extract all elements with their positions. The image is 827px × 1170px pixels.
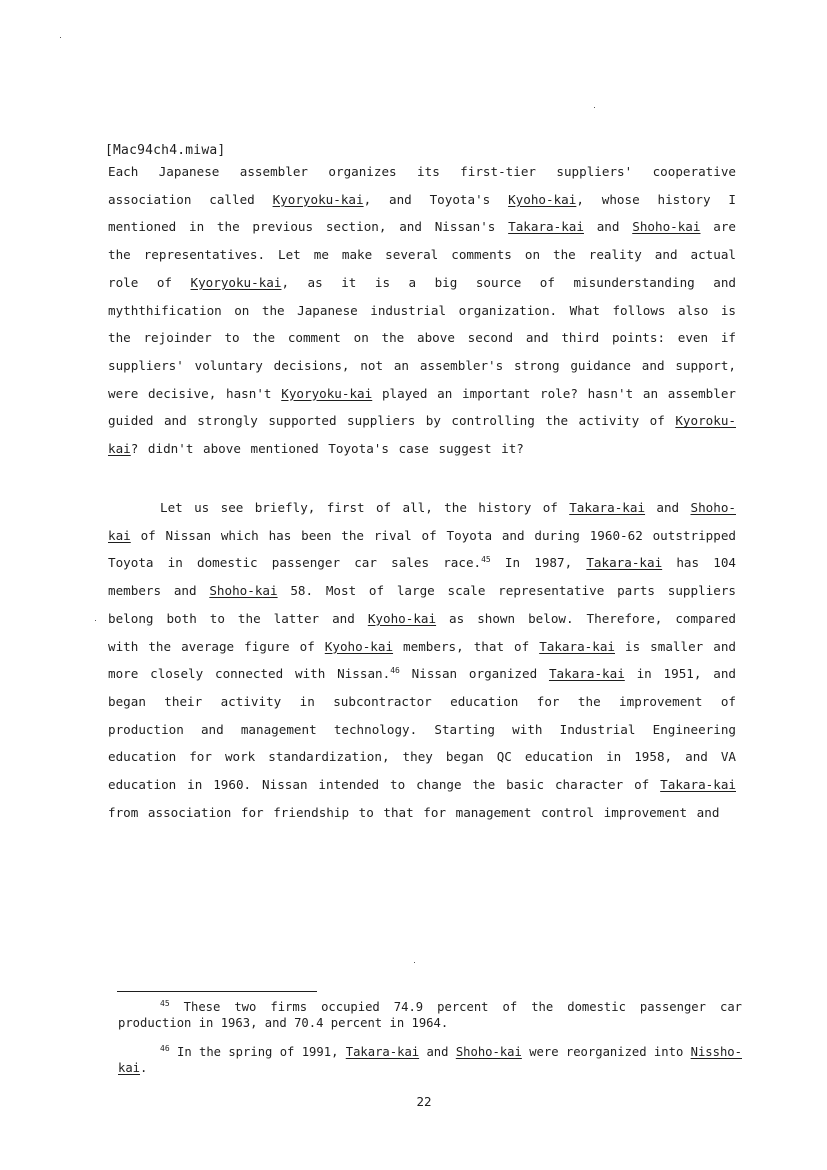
footnote-text: In the spring of 1991,: [169, 1045, 346, 1059]
underlined-term: Kyoroku-kai: [108, 413, 736, 457]
footnote: [118, 1044, 742, 1076]
text-run: of Nissan which has been the rival of Toyota and during 1960-62 outstripped Toyota in domestic passenger car sales race.: [108, 527, 736, 571]
text-run: played an important role? hasn't an assembler guided and strongly supported suppliers by controlling the activity of: [108, 385, 736, 429]
text-run: members, that of: [393, 638, 540, 654]
underlined-term: Takara-kai: [569, 500, 646, 515]
underlined-term: Shoho-kai: [209, 583, 278, 599]
text-run: in 1951, and began their activity in subcontractor education for the improvement of production and management technology. Starting with Industrial Engineering education for work standardization, they began QC education in 1958, and VA education in 1960. Nissan intended to change the basic character of: [108, 666, 736, 793]
scan-speck: [95, 620, 96, 621]
underlined-term: Shoho-kai: [632, 219, 701, 235]
footnote-text: and: [419, 1045, 456, 1059]
text-run: Nissan organized: [399, 666, 549, 682]
underlined-term: Shoho-kai: [455, 1045, 522, 1059]
footnote-separator: [117, 991, 317, 992]
underlined-term: Takara-kai: [660, 777, 736, 793]
underlined-term: Takara-kai: [345, 1045, 420, 1059]
underlined-term: Kyoryoku-kai: [272, 191, 364, 207]
text-run: from association for friendship to that for management control improvement and: [108, 804, 720, 820]
footnote-marker: 45: [160, 999, 170, 1008]
file-tag: [Mac94ch4.miwa]: [105, 143, 226, 158]
text-run: , and Toyota's: [363, 191, 509, 207]
underlined-term: Takara-kai: [548, 666, 625, 682]
footnote-reference: 45: [481, 555, 491, 565]
body-paragraph: [108, 158, 736, 463]
footnote: [118, 999, 742, 1031]
underlined-term: Takara-kai: [508, 219, 584, 235]
text-run: , whose history I mentioned in the previous section, and Nissan's: [108, 191, 736, 235]
underlined-term: Kyoho-kai: [508, 191, 577, 207]
underlined-term: Kyoho-kai: [324, 638, 394, 654]
text-run: has 104 members and: [108, 555, 736, 599]
footnote-text: were reorganized into: [521, 1045, 691, 1059]
underlined-term: Takara-kai: [586, 555, 663, 571]
footnote-text: .: [140, 1061, 148, 1075]
underlined-term: Kyoryoku-kai: [281, 385, 373, 401]
footnote-marker: 46: [160, 1044, 170, 1053]
text-run: ? didn't above mentioned Toyota's case suggest it?: [130, 441, 524, 457]
underlined-term: Shoho-kai: [108, 500, 736, 543]
text-run: , as it is a big source of misunderstanding and myththification on the Japanese industrial organization. What follows also is the rejoinder to the comment on the above second and third points: even if suppliers' voluntary decisions, not an assembler's strong guidance and support, were decisive, hasn't: [108, 274, 736, 401]
text-run: Each Japanese assembler organizes its first-tier suppliers' cooperative association called: [108, 164, 736, 207]
text-run: Let us see briefly, first of all, the history of: [160, 500, 570, 515]
underlined-term: Takara-kai: [539, 638, 616, 654]
text-run: In 1987,: [490, 555, 587, 571]
scan-speck: [60, 37, 61, 38]
text-run: are the representatives. Let me make several comments on the reality and actual role of: [108, 219, 736, 290]
text-run: and: [645, 500, 691, 515]
underlined-term: Kyoho-kai: [367, 610, 437, 626]
footnote-text: These two firms occupied 74.9 percent of the domestic passenger car production in 1963, and 70.4 percent in 1964.: [118, 1000, 742, 1030]
underlined-term: Nissho-kai: [118, 1045, 742, 1075]
underlined-term: Kyoryoku-kai: [190, 274, 282, 290]
body-paragraph: [108, 494, 736, 826]
footnote-reference: 46: [390, 666, 400, 676]
scan-speck: [414, 962, 415, 963]
text-run: 58. Most of large scale representative parts suppliers belong both to the latter and: [108, 583, 736, 626]
page-number: 22: [416, 1094, 432, 1109]
text-run: is smaller and more closely connected with Nissan.: [108, 638, 736, 682]
text-run: as shown below. Therefore, compared with the average figure of: [108, 610, 736, 654]
scan-speck: [594, 107, 595, 108]
text-run: and: [583, 219, 633, 235]
